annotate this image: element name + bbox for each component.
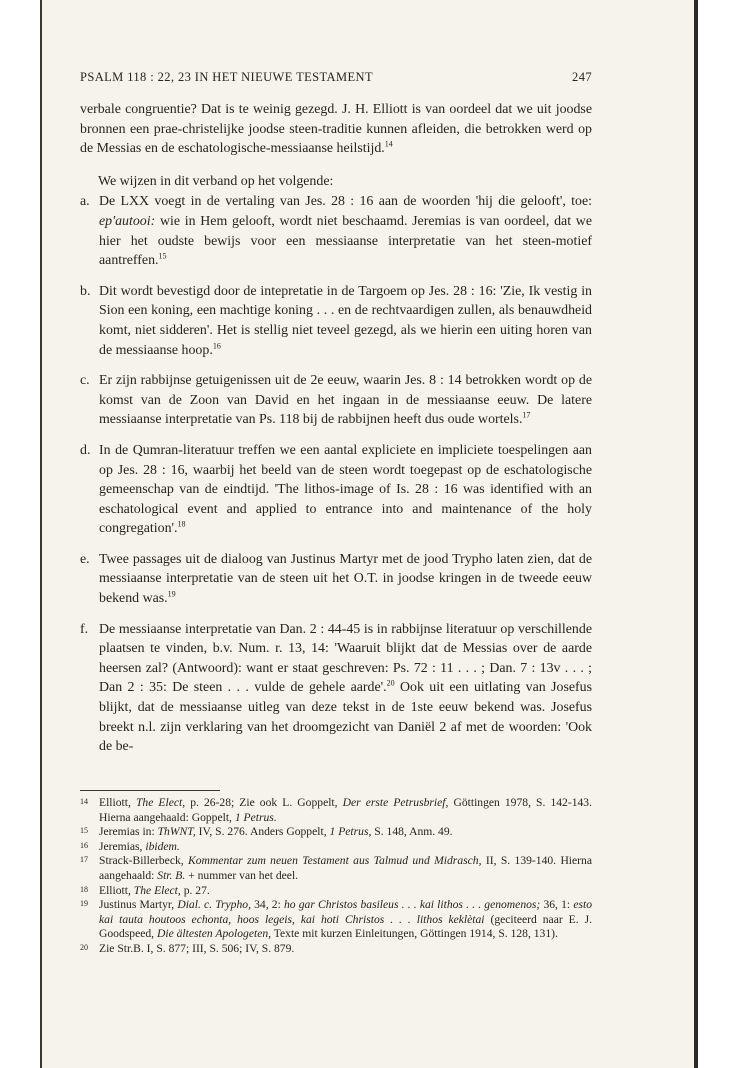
list-item bbox=[80, 371, 592, 430]
footnote-number: 18 bbox=[80, 884, 88, 894]
footnote-text: 34, 2: bbox=[250, 898, 284, 912]
footnote-number: 17 bbox=[80, 855, 88, 865]
footnote-number: 16 bbox=[80, 840, 88, 850]
footnote-text: Zie Str.B. I, S. 877; III, S. 506; IV, S. 879. bbox=[99, 941, 295, 955]
list-item-text-part: Ook uit een uitlating van Josefus blijkt, dat de messiaanse uitleg van deze tekst in de 1ste eeuw bekend was. Josefus breekt n.l. zijn verklaring van het droomgezicht van Daniël 2 af met de woorden: 'Ook de be- bbox=[99, 680, 592, 755]
footnote-text: Justinus Martyr, bbox=[99, 898, 178, 912]
footnote-divider bbox=[80, 790, 220, 791]
footnote-italic: Kommentar zum neuen Testament aus Talmud und Midrasch, bbox=[188, 854, 482, 868]
list-item bbox=[80, 192, 592, 270]
footnote-number: 15 bbox=[80, 826, 88, 836]
lead-sentence: We wijzen in dit verband op het volgende: bbox=[98, 173, 334, 189]
list-item-label: b. bbox=[80, 283, 91, 299]
footnote-italic: esto kai tauta houtoos echonta, hoos legeis, kai hoti Christos . . . lithos keklètai bbox=[99, 898, 592, 926]
footnote-ref: 15 bbox=[158, 251, 167, 261]
footnote bbox=[80, 796, 592, 825]
footnote-text: + nummer van het deel. bbox=[185, 868, 299, 882]
footnote bbox=[80, 840, 592, 855]
footnote-text: Elliott, bbox=[99, 883, 134, 897]
footnote-text: Strack-Billerbeck, bbox=[99, 854, 189, 868]
list-item bbox=[80, 620, 592, 757]
footnote-text: II, S. 139-140. Hierna aangehaald: bbox=[99, 854, 592, 882]
footnote-text: IV, S. 276. Anders Goppelt, bbox=[195, 825, 330, 839]
footnote-italic: Str. B. bbox=[157, 868, 186, 882]
intro-text: verbale congruentie? Dat is te weinig gezegd. J. H. Elliott is van oordeel dat we uit joodse bronnen een prae-christelijke joodse steen-traditie kunnen afleiden, die betrokken werd op de Messias en de eschatologische-messiaanse heilstijd. bbox=[80, 102, 592, 157]
list-item-text-part: Er zijn rabbijnse getuigenissen uit de 2e eeuw, waarin Jes. 8 : 14 betrokken wordt op de komst van de Zoon van David en het ingaan in de messiaanse eeuw. De latere messiaanse interpretatie van Ps. 118 bij de rabbijnen heeft dus oude wortels. bbox=[99, 373, 592, 428]
scan-margin-right bbox=[698, 0, 738, 1068]
footnote-number: 20 bbox=[80, 942, 88, 952]
list-item-label: a. bbox=[80, 194, 90, 210]
footnote bbox=[80, 898, 592, 942]
page-edge-left bbox=[40, 0, 42, 1068]
footnote-italic: The Elect, bbox=[133, 883, 181, 897]
footnote-italic: 1 Petrus. bbox=[234, 810, 277, 824]
footnote-text: Jeremias in: bbox=[99, 825, 158, 839]
list-item-text bbox=[99, 282, 592, 360]
list-item-text-part: Twee passages uit de dialoog van Justinus Martyr met de jood Trypho laten zien, dat de messiaanse interpretatie van de steen uit het O.T. in joodse kringen in de tweede eeuw bekend was. bbox=[99, 551, 592, 607]
footnote-italic: ThWNT, bbox=[157, 825, 196, 839]
footnote-number: 19 bbox=[80, 899, 88, 909]
footnote-ref: 14 bbox=[384, 139, 393, 149]
footnote-text: Jeremias, bbox=[99, 839, 146, 853]
footnote-italic: Dial. c. Trypho, bbox=[177, 898, 251, 912]
list-item-text bbox=[99, 371, 592, 430]
footnote-italic: ho gar Christos basileus . . . kai lithos . . . genomenos; bbox=[283, 898, 541, 912]
footnote-ref: 19 bbox=[167, 589, 176, 599]
footnote bbox=[80, 884, 592, 899]
list-item-text-part: Dit wordt bevestigd door de intepretatie in de Targoem op Jes. 28 : 16: 'Zie, Ik vestig in Sion een koning, een machtige koning . . . en de rechtvaardigen zullen, als benauwdheid komt, niet sidderen'. Het is stellig niet teveel gezegd, als we hierin een uiting horen van de messiaanse hoop. bbox=[99, 283, 592, 358]
footnote-italic: 1 Petrus, bbox=[329, 825, 372, 839]
list-item-label: d. bbox=[80, 442, 91, 458]
footnote-text: p. 27. bbox=[180, 883, 210, 897]
footnote-italic: ibidem. bbox=[145, 839, 180, 853]
list-item bbox=[80, 282, 592, 360]
list-item-label: e. bbox=[80, 551, 90, 567]
list-item-text-part: wie in Hem gelooft, wordt niet beschaamd. Jeremias is van oordeel, dat we hier het oudste bewijs voor een messiaanse interpretatie van het steen-motief aantreffen. bbox=[99, 213, 592, 269]
list-item-text bbox=[99, 441, 592, 539]
footnotes bbox=[80, 796, 592, 957]
footnote-text: S. 148, Anm. 49. bbox=[371, 825, 453, 839]
footnote-number: 14 bbox=[80, 797, 88, 806]
footnote-ref: 16 bbox=[212, 340, 221, 350]
list-item-text-part: De messiaanse interpretatie van Dan. 2 : 44-45 is in rabbijnse literatuur op verschillende plaatsen te vinden, b.v. Num. r. 13, 14: 'Waaruit blijkt dat de Messias over de aarde heersen zal? (Antwoord): want er staat geschreven: Ps. 72 : 11 . . . ; Dan. 7 : 13v . . . ; Dan 2 : 35: De steen . . . vulde de gehele aarde'. bbox=[99, 621, 592, 696]
list-item-text bbox=[99, 620, 592, 757]
enumerated-list bbox=[80, 192, 592, 756]
list-item-label: f. bbox=[80, 621, 89, 637]
running-title: PSALM 118 : 22, 23 IN HET NIEUWE TESTAMENT bbox=[80, 70, 373, 84]
footnote-text: Göttingen 1978, S. 142-143. Hierna aangehaald: Goppelt, bbox=[99, 796, 592, 824]
footnote-text: Texte mit kurzen Einleitungen, Göttingen 1914, S. 128, 131). bbox=[271, 927, 558, 941]
scan-margin-left bbox=[0, 0, 40, 1068]
footnote-ref: 18 bbox=[177, 519, 186, 529]
list-item-italic: ep'autooi: bbox=[99, 213, 156, 229]
list-item-text bbox=[99, 192, 592, 270]
list-item-text bbox=[99, 550, 592, 609]
body-text bbox=[80, 100, 592, 768]
list-item-label: c. bbox=[80, 373, 90, 389]
footnote-text: 36, 1: bbox=[540, 898, 574, 912]
footnote-italic: The Elect, bbox=[135, 796, 186, 809]
footnote-ref: 20 bbox=[386, 678, 395, 688]
page-number: 247 bbox=[572, 70, 592, 84]
list-item bbox=[80, 550, 592, 609]
list-item bbox=[80, 441, 592, 539]
footnote-italic: Der erste Petrusbrief, bbox=[342, 796, 449, 809]
footnote-italic: Die ältesten Apologeten, bbox=[156, 927, 272, 941]
footnote-text: (geciteerd naar E. J. Goodspeed, bbox=[99, 912, 592, 941]
footnote-ref: 17 bbox=[522, 410, 531, 420]
footnote bbox=[80, 854, 592, 883]
footnote-text: Elliott, bbox=[99, 796, 136, 809]
list-item-text-part: In de Qumran-literatuur treffen we een aantal expliciete en impliciete toespelingen aan op Jes. 28 : 16, waarbij het beeld van de steen wordt toegepast op de eschatologische gemeenschap van de eindtijd. 'The lithos-image of Is. 28 : 16 was identified with an eschatological event and applied to entrance into and maintenance of the holy congregation'. bbox=[99, 442, 592, 537]
intro-paragraph bbox=[80, 100, 592, 159]
footnote bbox=[80, 942, 592, 957]
list-item-text-part: De LXX voegt in de vertaling van Jes. 28 : 16 aan de woorden 'hij die gelooft', toe: bbox=[99, 194, 592, 210]
footnote bbox=[80, 825, 592, 840]
footnote-text: p. 26-28; Zie ook L. Goppelt, bbox=[185, 796, 343, 809]
